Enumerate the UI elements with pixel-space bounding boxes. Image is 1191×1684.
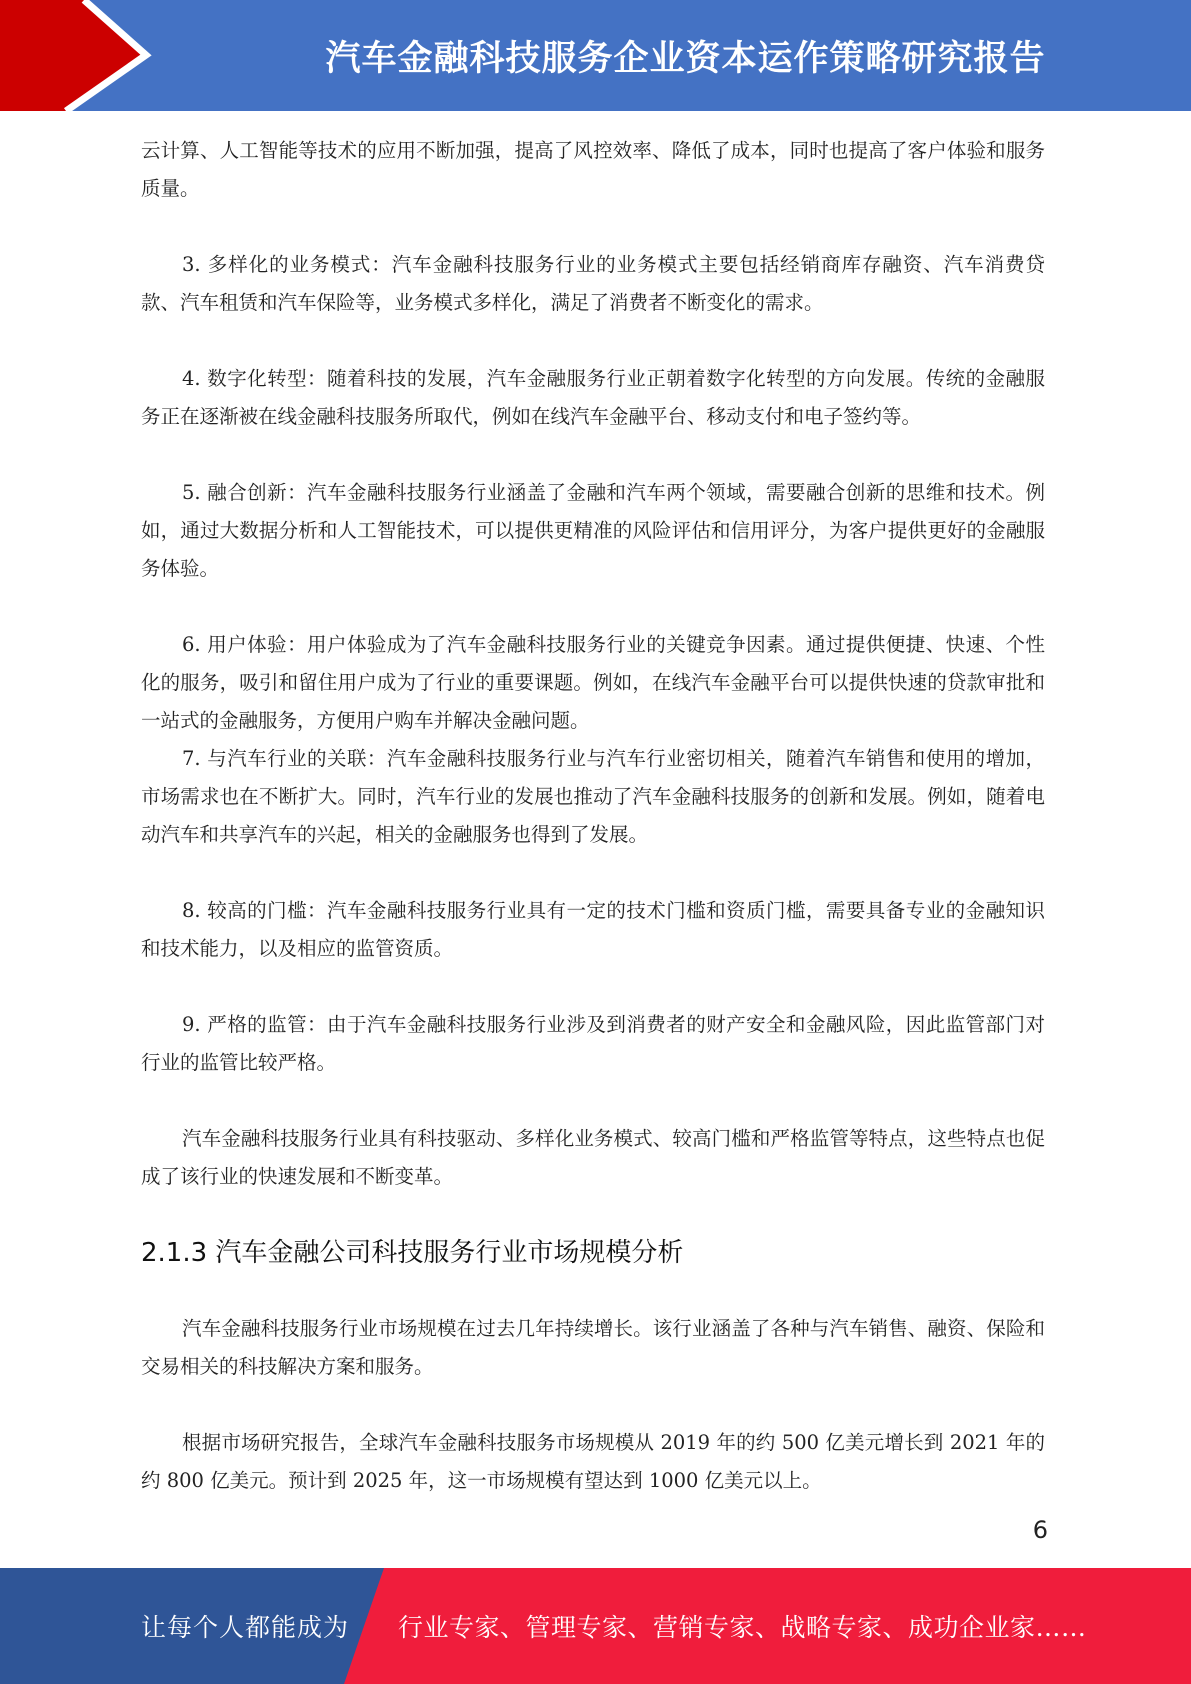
header-red-arrow [0, 0, 145, 111]
page-header [0, 0, 1191, 111]
paragraph-cloud-ai: 云计算、人工智能等技术的应用不断加强，提高了风控效率、降低了成本，同时也提高了客户体验和服务质量。 [141, 139, 1045, 200]
paragraph-summary: 汽车金融科技服务行业具有科技驱动、多样化业务模式、较高门槛和严格监管等特点，这些特点也促成了该行业的快速发展和不断变革。 [141, 1127, 1045, 1188]
paragraph-market-growth: 汽车金融科技服务行业市场规模在过去几年持续增长。该行业涵盖了各种与汽车销售、融资、保险和交易相关的科技解决方案和服务。 [141, 1317, 1045, 1378]
paragraph-strict-regulation: 9. 严格的监管：由于汽车金融科技服务行业涉及到消费者的财产安全和金融风险，因此监管部门对行业的监管比较严格。 [141, 1013, 1045, 1074]
paragraph-diverse-business-models: 3. 多样化的业务模式：汽车金融科技服务行业的业务模式主要包括经销商库存融资、汽车消费贷款、汽车租赁和汽车保险等，业务模式多样化，满足了消费者不断变化的需求。 [141, 253, 1045, 314]
page-content [141, 132, 1045, 1500]
footer-slogan-right: 行业专家、管理专家、营销专家、战略专家、成功企业家…… [398, 1613, 1087, 1642]
header-arrow-decoration [0, 0, 160, 111]
paragraph-high-threshold: 8. 较高的门槛：汽车金融科技服务行业具有一定的技术门槛和资质门槛，需要具备专业的金融知识和技术能力，以及相应的监管资质。 [141, 899, 1045, 960]
section-heading: 2.1.3 汽车金融公司科技服务行业市场规模分析 [141, 1238, 684, 1268]
paragraph-digital-transformation: 4. 数字化转型：随着科技的发展，汽车金融服务行业正朝着数字化转型的方向发展。传统的金融服务正在逐渐被在线金融科技服务所取代，例如在线汽车金融平台、移动支付和电子签约等。 [141, 367, 1045, 428]
paragraph-user-experience: 6. 用户体验：用户体验成为了汽车金融科技服务行业的关键竞争因素。通过提供便捷、快速、个性化的服务，吸引和留住用户成为了行业的重要课题。例如，在线汽车金融平台可以提供快速的贷款审批和一站式的金融服务，方便用户购车并解决金融问题。 [141, 633, 1045, 732]
paragraph-auto-industry-link: 7. 与汽车行业的关联：汽车金融科技服务行业与汽车行业密切相关，随着汽车销售和使用的增加，市场需求也在不断扩大。同时，汽车行业的发展也推动了汽车金融科技服务的创新和发展。例如，随着电动汽车和共享汽车的兴起，相关的金融服务也得到了发展。 [141, 747, 1045, 846]
footer-slogan-left: 让每个人都能成为 [141, 1613, 350, 1642]
paragraph-market-size: 根据市场研究报告，全球汽车金融科技服务市场规模从 2019 年的约 500 亿美元增长到 2021 年的约 800 亿美元。预计到 2025 年，这一市场规模有望达到 1000 亿美元以上。 [141, 1431, 1045, 1492]
page-footer [0, 1568, 1191, 1684]
document-title: 汽车金融科技服务企业资本运作策略研究报告 [325, 38, 1046, 79]
paragraph-integrated-innovation: 5. 融合创新：汽车金融科技服务行业涵盖了金融和汽车两个领域，需要融合创新的思维和技术。例如，通过大数据分析和人工智能技术，可以提供更精准的风险评估和信用评分，为客户提供更好的金融服务体验。 [141, 481, 1045, 580]
page-number: 6 [1032, 1516, 1048, 1544]
